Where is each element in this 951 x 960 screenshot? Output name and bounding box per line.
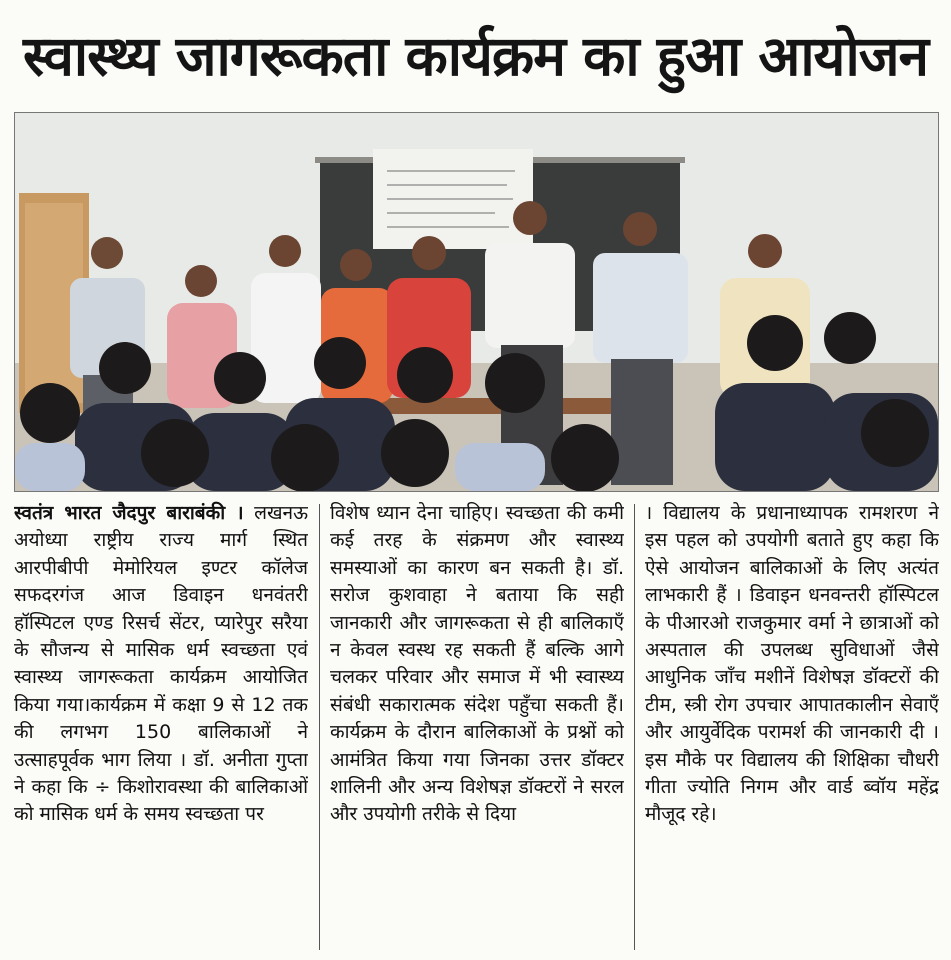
article-column-2 (330, 500, 624, 955)
news-photo (14, 112, 939, 492)
article-body (14, 500, 939, 955)
article-column-2-text: विशेष ध्यान देना चाहिए। स्वच्छता की कमी कई तरह के संक्रमण और स्वास्थ्य समस्याओं का कारण बन सकती है। डॉ. सरोज कुशवाहा ने बताया कि सही जानकारी और जागरूकता से ही बालिकाएँ न केवल स्वस्थ रह सकती हैं बल्कि आगे चलकर परिवार और समाज में भी स्वास्थ्य संबंधी सकारात्मक संदेश पहुँचा सकती हैं। कार्यक्रम के दौरान बालिकाओं के प्रश्नों को आमंत्रित किया गया जिनका उत्तर डॉक्टर शालिनी और अन्य विशेषज्ञ डॉक्टरों ने सरल और उपयोगी तरीके से दिया (330, 502, 624, 826)
article-column-1-text: लखनऊ अयोध्या राष्ट्रीय राज्य मार्ग स्थित आरपीबीपी मेमोरियल इण्टर कॉलेज सफदरगंज आज डिवाइन धनवंतरी हॉस्पिटल एण्ड रिसर्च सेंटर, प्यारेपुर सरैया के सौजन्य से मासिक धर्म स्वच्छता एवं स्वास्थ्य जागरूकता कार्यक्रम आयोजित किया गया।कार्यक्रम में कक्षा 9 से 12 तक की लगभग 150 बालिकाओं ने उत्साहपूर्वक भाग लिया । डॉ. अनीता गुप्ता ने कहा कि ÷ किशोरावस्था की बालिकाओं को मासिक धर्म के समय स्वच्छता पर (14, 502, 308, 826)
headline: स्वास्थ्य जागरूकता कार्यक्रम का हुआ आयोजन (22, 23, 929, 88)
classroom-photo-illustration (15, 113, 938, 491)
column-divider (634, 504, 635, 950)
article-column-1 (14, 500, 308, 955)
column-divider (319, 504, 320, 950)
article-column-3-text: । विद्यालय के प्रधानाध्यापक रामशरण ने इस पहल को उपयोगी बताते हुए कहा कि ऐसे आयोजन बालिकाओं के लिए अत्यंत लाभकारी हैं । डिवाइन धनवन्तरी हॉस्पिटल के पीआरओ राजकुमार वर्मा ने छात्राओं को अस्पताल की उपलब्ध सुविधाओं जैसे आधुनिक जाँच मशीनें विशेषज्ञ डॉक्टरों की टीम, स्त्री रोग उपचार आपातकालीन सेवाएँ और आयुर्वेदिक परामर्श की जानकारी दी । इस मौके पर विद्यालय की शिक्षिका चौधरी गीता ज्योति निगम और वार्ड ब्वॉय महेंद्र मौजूद रहे। (645, 502, 939, 826)
article-column-3 (645, 500, 939, 955)
article-dateline: स्वतंत्र भारत जैदपुर बाराबंकी । (14, 502, 244, 524)
